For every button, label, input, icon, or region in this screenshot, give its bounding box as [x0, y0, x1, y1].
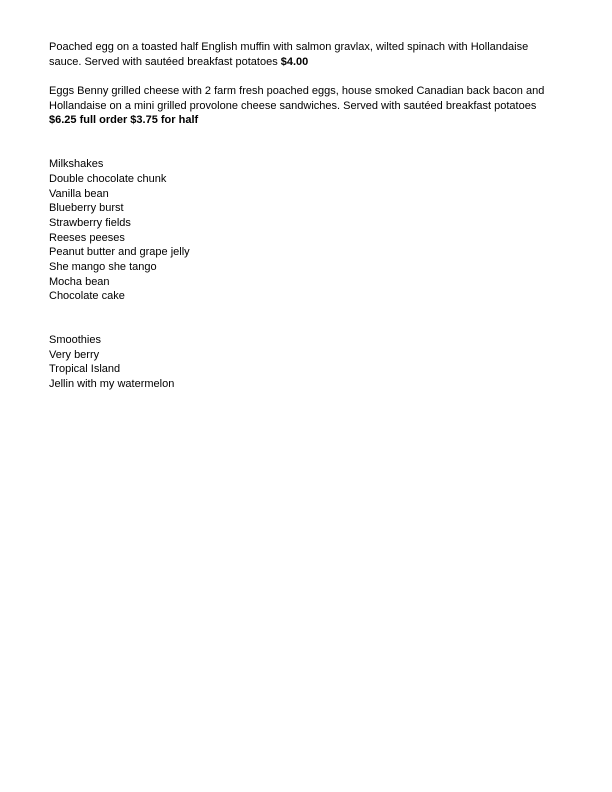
text-line [49, 260, 564, 275]
body-text: Tropical Island [49, 363, 121, 376]
body-text: Reeses peeses [49, 231, 125, 244]
body-text: Eggs Benny grilled cheese with 2 farm fresh poached eggs, house smoked Canadian back bacon and [49, 84, 545, 97]
milkshakes-section [49, 157, 564, 304]
document-content [49, 40, 564, 392]
blank-line [49, 143, 564, 158]
text-line [49, 55, 564, 70]
body-text: Strawberry fields [49, 216, 131, 229]
body-text: She mango she tango [49, 260, 157, 273]
body-text: Jellin with my watermelon [49, 378, 175, 391]
body-text: Mocha bean [49, 275, 110, 288]
text-line [49, 113, 564, 128]
body-text: Very berry [49, 348, 100, 361]
eggs-benny-grilled-cheese-paragraph [49, 84, 564, 128]
text-line [49, 84, 564, 99]
blank-line [49, 128, 564, 143]
body-text: Blueberry burst [49, 202, 124, 215]
text-line [49, 289, 564, 304]
blank-line [49, 318, 564, 333]
text-line [49, 275, 564, 290]
body-text: Chocolate cake [49, 290, 125, 303]
body-text: Milkshakes [49, 158, 104, 171]
text-line [49, 333, 564, 348]
body-text: Poached egg on a toasted half English muffin with salmon gravlax, wilted spinach with Hollandaise [49, 41, 529, 53]
text-line [49, 348, 564, 363]
blank-line [49, 69, 564, 84]
poached-egg-item-paragraph [49, 40, 564, 69]
text-line [49, 377, 564, 392]
text-line [49, 216, 564, 231]
text-line [49, 201, 564, 216]
price-text: $4.00 [280, 55, 309, 68]
price-text: $6.25 full order $3.75 for half [49, 114, 199, 127]
text-line [49, 187, 564, 202]
text-line [49, 362, 564, 377]
body-text: sauce. Served with sautéed breakfast potatoes [49, 55, 281, 68]
text-line [49, 245, 564, 260]
text-line [49, 172, 564, 187]
body-text: Double chocolate chunk [49, 172, 167, 185]
body-text: Hollandaise on a mini grilled provolone cheese sandwiches. Served with sautéed breakfast potatoes [49, 99, 537, 112]
text-line [49, 40, 564, 55]
text-line [49, 231, 564, 246]
body-text: Peanut butter and grape jelly [49, 246, 190, 259]
text-line [49, 157, 564, 172]
body-text: Smoothies [49, 334, 101, 347]
smoothies-section [49, 333, 564, 392]
blank-line [49, 304, 564, 319]
body-text: Vanilla bean [49, 187, 109, 200]
text-line [49, 99, 564, 114]
